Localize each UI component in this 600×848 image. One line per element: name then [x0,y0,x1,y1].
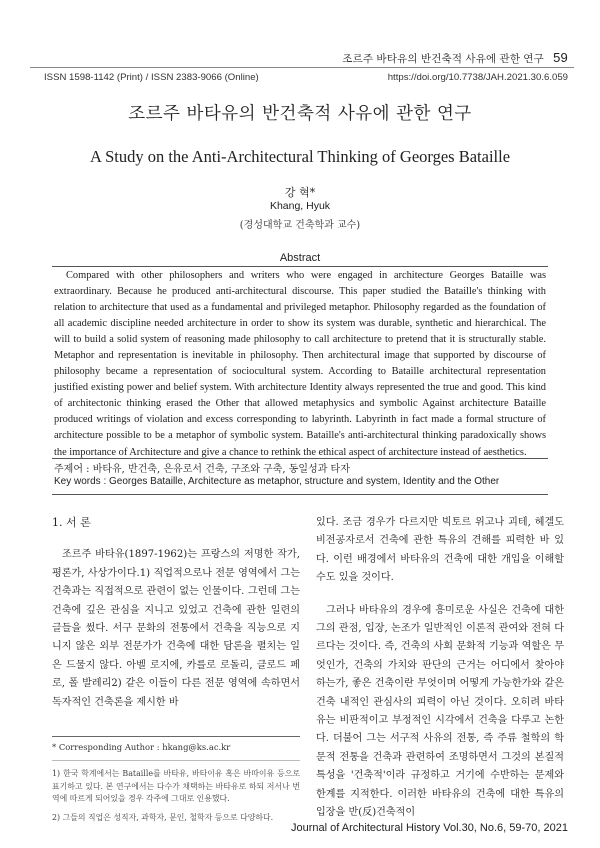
right-column [316,514,564,823]
keywords-korean: 주제어 : 바타유, 반건축, 은유로서 건축, 구조와 구축, 동일성과 타자 [54,464,350,475]
footnote-1: 1) 한국 학계에서는 Bataille를 바타유, 바타이유 혹은 바따이유 등으로 표기하고 있다. 본 연구에서는 다수가 채택하는 바타유로 하되 저서나 번역에 따르게 되어있을 경우 각주에 그대로 인용했다. [52,769,300,804]
journal-footer: Journal of Architectural History Vol.30, No.6, 59-70, 2021 [291,822,568,834]
keywords-english: Key words : Georges Bataille, Architecture as metaphor, structure and system, Identity and the Other [54,476,500,487]
footnote-2: 2) 그들의 직업은 성직자, 과학자, 문인, 철학자 등으로 다양하다. [52,812,274,822]
header-rule [30,67,574,68]
abstract-bottom-rule [52,458,548,459]
running-title: 조르주 바타유의 반건축적 사유에 관한 연구 [342,53,544,65]
abstract-top-rule [52,266,548,267]
body-paragraph: 조르주 바타유(1897-1962)는 프랑스의 저명한 작가, 평론가, 사상가이다.1) 직업적으로나 전문 영역에서 그는 건축과는 직접적으로 관련이 없는 인물이다. 그런데 그는 건축에 깊은 관심을 지니고 있었고 건축에 관한 일련의 글들을 썼다. 서구 문화의 전통에서 건축을 직능으로 지니지 않은 외부 전문가가 건축에 대한 담론을 펼치는 일은 드물지 않다. 아벨 로지에, 카를로 로돌리, 클로드 페로, 폴 발레리2) 같은 이들이 다른 전문 영역에 속하면서 독자적인 건축론을 제시한 바 [52,549,300,708]
footnotes [52,768,300,830]
abstract-text: Compared with other philosophers and writers who were engaged in architecture Georges Bataille was extraordinary. Because he produced anti-architectural discourse. This paper studied the Bataille's thinking with relation to architecture that used as a fundamental and privileged metaphor. Philosophy regarded as the foundation of all academic discipline needed architecture in order to show its system was durable, synthetic and hierarchical. The will to build a solid system of reasoning made philosophy to call architecture to pretend that it is structurally stable. Metaphor and representation is inevitable in philosophy. Then architectural image that supported by discourse of philosophy became a representation of sociocultural system. According to Bataille architectural representation justified existing power and belief system. With architecture Identity always represented the true and good. This kind of architectonic thinking erased the Other that allowed metaphysics and symbolic Against architecture Bataille produced writings of violation and excess corresponding to labyrinth. Labyrinth in fact made a formal structure of architecture possible to be a metaphor of symbolic system. Bataille's anti-architectural thinking paradoxically shows the importance of Architecture and give a chance to rethink the ethical aspect of architecture instead of aesthetics. [54,270,546,458]
abstract-heading: Abstract [279,252,321,264]
issn: ISSN 1598-1142 (Print) / ISSN 2383-9066 (Online) [44,72,259,83]
author-name-korean: 강 혁* [284,186,316,199]
running-head [342,50,568,66]
footnote-divider [52,760,300,761]
author-affiliation: (경성대학교 건축학과 교수) [239,220,361,231]
paragraph-gap [316,588,564,602]
title-english: A Study on the Anti-Architectural Thinking of Georges Bataille [89,147,511,166]
title-korean: 조르주 바타유의 반건축적 사유에 관한 연구 [128,104,472,124]
body-paragraph: 있다. 조금 경우가 다르지만 빅토르 위고나 괴테, 헤겔도 비전공자로서 건축에 관한 특유의 견해를 피력한 바 있다. 이런 배경에서 바타유의 건축에 대한 개입을 이해할 수도 있을 것이다. [316,517,564,584]
corresponding-author: * Corresponding Author : hkang@ks.ac.kr [52,742,231,752]
author-name-english: Khang, Hyuk [269,200,331,212]
page-number: 59 [553,50,568,65]
keywords-bottom-rule [52,494,548,495]
section-title: 1. 서 론 [52,516,91,529]
body-paragraph: 그러나 바타유의 경우에 흥미로운 사실은 건축에 대한 그의 관점, 입장, 논조가 일반적인 이론적 관여와 전혀 다르다는 것이다. 즉, 건축의 사회 문화적 기능과 역할은 무엇인가, 건축의 가치와 판단의 근거는 어디에서 찾아야 하는가, 좋은 건축이란 무엇이며 어떻게 가능한가와 같은 건축 내적인 관심사의 피력이 아닌 것이다. 오히려 바타유는 비판적이고 부정적인 시각에서 건축을 다루고 논한다. 더불어 그는 서구적 사유의 전통, 즉 주류 철학의 학문적 전통을 건축과 관련하여 조명하면서 그것의 본질적 특성을 '건축적'이라 규정하고 거기에 수반하는 문제와 한계를 지적한다. 이러한 바타유의 건축에 대한 특유의 입장을 반(反)건축적이 [316,604,564,819]
doi-link[interactable]: https://doi.org/10.7738/JAH.2021.30.6.059 [387,72,568,83]
footnote-rule [52,736,300,737]
left-column [52,514,300,712]
